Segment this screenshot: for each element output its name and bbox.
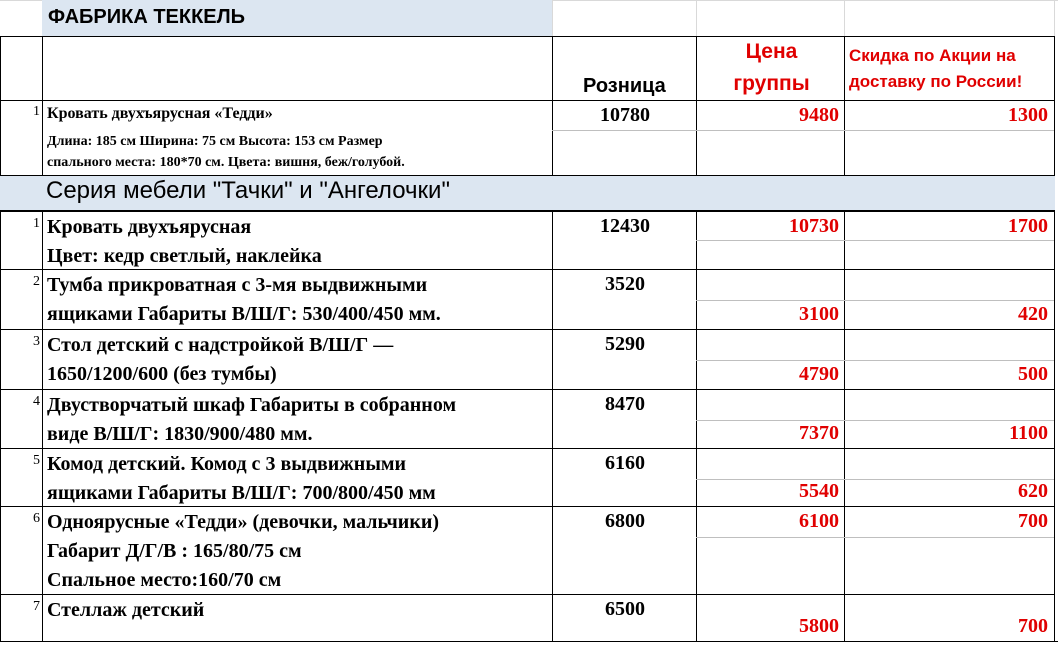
product-line-2: виде В/Ш/Г: 1830/900/480 мм.	[47, 423, 313, 445]
retail-price: 6160	[552, 449, 697, 507]
product-line-1: Стол детский с надстройкой В/Ш/Г —	[47, 334, 394, 356]
group-price: 5800	[696, 595, 845, 642]
discount-value: 1700	[844, 210, 1055, 270]
sheet-title: ФАБРИКА ТЕККЕЛЬ	[42, 0, 552, 36]
gridline	[696, 479, 1054, 480]
product-line-2: ящиками Габариты В/Ш/Г: 700/800/450 мм	[47, 482, 436, 504]
product-line-1: Стеллаж детский	[47, 599, 205, 621]
retail-price: 12430	[552, 210, 697, 270]
gridline	[696, 420, 1054, 421]
row-index: 1	[0, 210, 42, 270]
group-price: 10730	[696, 210, 845, 270]
group-price: 9480	[696, 100, 845, 176]
header-discount-label-1: Скидка по Акции на	[849, 46, 1016, 65]
table-bottom-border	[0, 641, 1058, 642]
discount-value: 1100	[844, 390, 1055, 449]
gridline	[696, 537, 1054, 538]
header-discount-cell	[844, 36, 1055, 101]
product-cell	[42, 390, 553, 449]
retail-price: 5290	[552, 330, 697, 390]
row-index: 7	[0, 595, 42, 642]
product-cell	[42, 595, 553, 642]
row-index: 1	[0, 100, 42, 176]
product-line-1: Одноярусные «Тедди» (девочки, мальчики)	[47, 511, 440, 533]
gridline	[696, 360, 1054, 361]
product-details-2: спального места: 180*70 см. Цвета: вишня, беж/голубой.	[47, 155, 405, 170]
retail-price: 10780	[552, 100, 697, 176]
product-details-1: Длина: 185 см Ширина: 75 см Высота: 153 см Размер	[47, 134, 383, 149]
product-line-1: Кровать двухъярусная	[47, 216, 252, 238]
product-cell	[42, 330, 553, 390]
header-group-label-2: группы	[733, 72, 810, 95]
header-group-cell	[696, 36, 845, 101]
discount-value: 700	[844, 595, 1055, 642]
gridline	[552, 130, 1054, 131]
discount-value: 420	[844, 270, 1055, 330]
product-line-1: Двустворчатый шкаф Габариты в собранном	[47, 394, 457, 416]
product-line-2: 1650/1200/600 (без тумбы)	[47, 363, 277, 385]
header-retail-cell	[552, 36, 697, 101]
gridline	[696, 300, 1054, 301]
discount-value: 700	[844, 507, 1055, 595]
product-cell	[42, 507, 553, 595]
group-price: 5540	[696, 449, 845, 507]
product-cell	[42, 210, 553, 270]
retail-price: 3520	[552, 270, 697, 330]
series-title: Серия мебели "Тачки" и "Ангелочки"	[0, 176, 1055, 210]
gridline	[696, 240, 1054, 241]
retail-price: 8470	[552, 390, 697, 449]
discount-value: 620	[844, 449, 1055, 507]
product-line-1: Комод детский. Комод с 3 выдвижными	[47, 453, 407, 475]
header-retail-label: Розница	[583, 75, 666, 97]
row-index: 5	[0, 449, 42, 507]
discount-value: 1300	[844, 100, 1055, 176]
group-price: 4790	[696, 330, 845, 390]
gridline	[844, 0, 845, 36]
header-discount-label-2: доставку по России!	[849, 72, 1023, 91]
group-price: 7370	[696, 390, 845, 449]
header-index-cell	[0, 36, 42, 101]
product-line-2: Габарит Д/Г/В : 165/80/75 см	[47, 540, 302, 562]
header-group-label-1: Цена	[745, 40, 798, 63]
product-line-2: ящиками Габариты В/Ш/Г: 530/400/450 мм.	[47, 303, 441, 325]
product-cell	[42, 270, 553, 330]
row-index: 4	[0, 390, 42, 449]
product-line-2: Цвет: кедр светлый, наклейка	[47, 245, 322, 267]
gridline	[1054, 0, 1055, 36]
product-line-3: Спальное место:160/70 см	[47, 569, 282, 591]
product-name: Кровать двухъярусная «Тедди»	[47, 105, 273, 122]
group-price: 3100	[696, 270, 845, 330]
product-cell	[42, 449, 553, 507]
row-index: 2	[0, 270, 42, 330]
retail-price: 6500	[552, 595, 697, 642]
row-index: 6	[0, 507, 42, 595]
gridline	[696, 0, 697, 36]
product-cell	[42, 100, 553, 176]
product-line-1: Тумба прикроватная с 3-мя выдвижными	[47, 274, 428, 296]
group-price: 6100	[696, 507, 845, 595]
row-index: 3	[0, 330, 42, 390]
discount-value: 500	[844, 330, 1055, 390]
header-name-cell	[42, 36, 553, 101]
retail-price: 6800	[552, 507, 697, 595]
gridline	[552, 0, 553, 36]
